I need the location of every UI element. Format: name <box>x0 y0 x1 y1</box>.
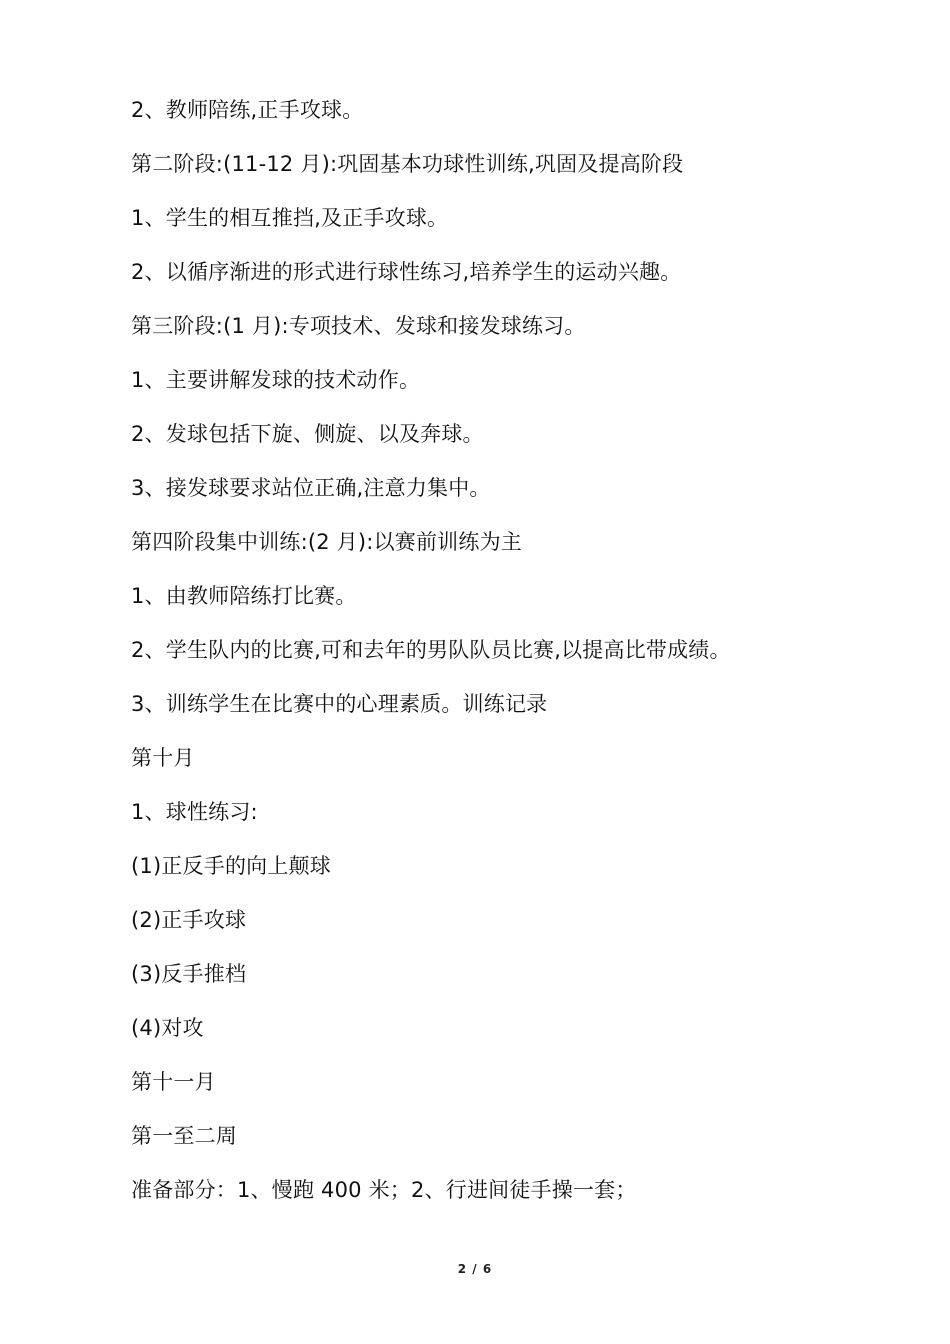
text-line: (2)正手攻球 <box>131 908 247 932</box>
text-line: (4)对攻 <box>131 1016 204 1040</box>
text-line: (3)反手推档 <box>131 962 247 986</box>
text-line: 2、发球包括下旋、侧旋、以及奔球。 <box>131 422 484 446</box>
text-line: (1)正反手的向上颠球 <box>131 854 331 878</box>
month-heading: 第十一月 <box>131 1070 216 1094</box>
text-line: 1、主要讲解发球的技术动作。 <box>131 368 421 392</box>
section-heading: 第二阶段:(11-12 月):巩固基本功球性训练,巩固及提高阶段 <box>131 152 684 176</box>
week-heading: 第一至二周 <box>131 1124 237 1148</box>
text-line: 1、球性练习: <box>131 800 258 824</box>
text-line: 2、学生队内的比赛,可和去年的男队队员比赛,以提高比带成绩。 <box>131 638 731 662</box>
month-heading: 第十月 <box>131 746 195 770</box>
text-line: 2、教师陪练,正手攻球。 <box>131 98 364 122</box>
page-number: 2 / 6 <box>457 1262 493 1276</box>
text-line: 3、接发球要求站位正确,注意力集中。 <box>131 476 491 500</box>
section-heading: 第四阶段集中训练:(2 月):以赛前训练为主 <box>131 530 522 554</box>
text-line: 1、由教师陪练打比赛。 <box>131 584 357 608</box>
text-line: 2、以循序渐进的形式进行球性练习,培养学生的运动兴趣。 <box>131 260 682 284</box>
text-line: 准备部分：1、慢跑 400 米；2、行进间徒手操一套； <box>131 1178 637 1202</box>
text-line: 1、学生的相互推挡,及正手攻球。 <box>131 206 449 230</box>
text-line: 3、训练学生在比赛中的心理素质。训练记录 <box>131 692 548 716</box>
section-heading: 第三阶段:(1 月):专项技术、发球和接发球练习。 <box>131 314 586 338</box>
document-body <box>131 92 851 1226</box>
